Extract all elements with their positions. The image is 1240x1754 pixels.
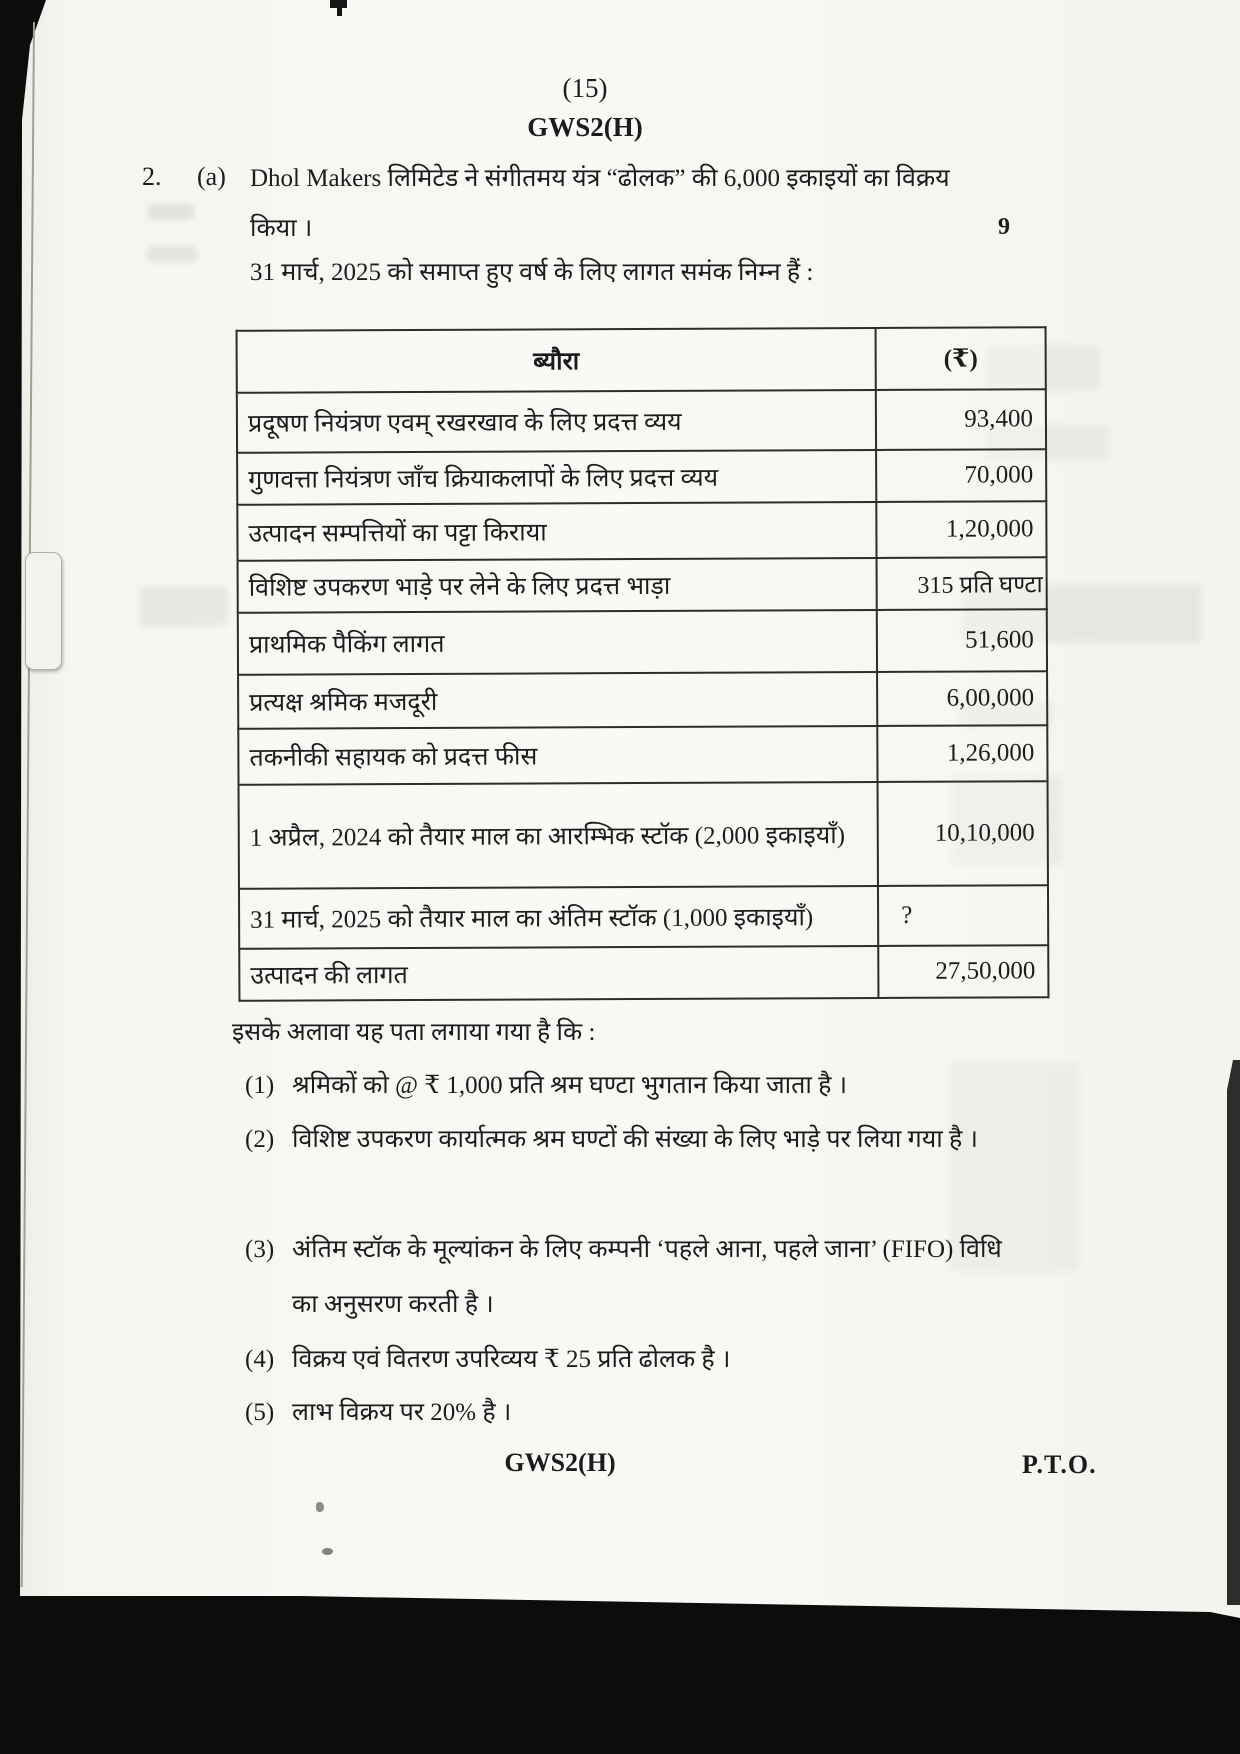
ink-speck <box>316 1502 324 1512</box>
list-item-number: (3) <box>245 1236 275 1263</box>
bleed-through-artifact <box>148 204 194 220</box>
scan-right-border <box>1227 1060 1240 1605</box>
amount-cell: 93,400 <box>876 389 1046 450</box>
particular-cell: विशिष्ट उपकरण भाड़े पर लेने के लिए प्रदत्त भाड़ा <box>238 558 877 613</box>
list-item-number: (2) <box>245 1126 275 1153</box>
bleed-through-artifact <box>146 246 198 262</box>
particular-cell: प्राथमिक पैकिंग लागत <box>238 610 877 675</box>
amount-cell: ? <box>878 885 1048 946</box>
particular-cell: प्रदूषण नियंत्रण एवम् रखरखाव के लिए प्रदत्त व्यय <box>237 390 876 453</box>
question-statement-line1: Dhol Makers लिमिटेड ने संगीतमय यंत्र “ढोलक” की 6,000 इकाइयों का विक्रय <box>250 165 950 192</box>
particular-cell: उत्पादन की लागत <box>239 946 878 1001</box>
amount-cell: 1,26,000 <box>877 725 1047 782</box>
list-item <box>245 1222 1035 1332</box>
list-item-number: (1) <box>245 1072 275 1099</box>
table-row <box>239 945 1048 1001</box>
particular-cell: प्रत्यक्ष श्रमिक मजदूरी <box>238 672 877 729</box>
list-item-text: लाभ विक्रय पर 20% है । <box>292 1399 512 1426</box>
scan-bottom-border <box>0 1588 1240 1754</box>
amount-cell: 51,600 <box>877 609 1047 672</box>
page-crease-line <box>21 22 35 1587</box>
additional-info-intro: इसके अलावा यह पता लगाया गया है कि : <box>232 1019 596 1046</box>
amount-cell: 27,50,000 <box>878 945 1048 998</box>
cost-table-header-row <box>237 327 1046 393</box>
amount-cell: 70,000 <box>876 449 1046 502</box>
particular-cell: 31 मार्च, 2025 को तैयार माल का अंतिम स्टॉक (1,000 इकाइयाँ) <box>239 886 878 949</box>
question-number: 2. <box>142 162 162 191</box>
list-item-text: अंतिम स्टॉक के मूल्यांकन के लिए कम्पनी ‘पहले आना, पहले जाना’ (FIFO) विधि का अनुसरण करती है । <box>292 1236 1002 1318</box>
table-row <box>237 389 1046 453</box>
paper-code-footer: GWS2(H) <box>504 1448 616 1477</box>
table-row <box>238 557 1047 613</box>
table-row <box>238 725 1047 785</box>
amount-cell: 315 प्रति घण्टा <box>877 557 1047 610</box>
amount-cell: 1,20,000 <box>876 501 1046 558</box>
table-row <box>239 781 1048 889</box>
cost-table <box>236 326 1050 1002</box>
list-item <box>245 1332 1035 1387</box>
bleed-through-artifact <box>140 586 228 626</box>
cost-table-body <box>237 389 1049 1001</box>
table-row <box>238 609 1047 675</box>
amount-cell: 6,00,000 <box>877 671 1047 726</box>
list-item <box>245 1112 1035 1167</box>
list-item-text: श्रमिकों को @ ₹ 1,000 प्रति श्रम घण्टा भुगतान किया जाता है । <box>292 1072 848 1099</box>
particular-cell: 1 अप्रैल, 2024 को तैयार माल का आरम्भिक स्टॉक (2,000 इकाइयाँ) <box>239 782 879 889</box>
particular-cell: गुणवत्ता नियंत्रण जाँच क्रियाकलापों के लिए प्रदत्त व्यय <box>237 450 876 505</box>
question-statement-line2: किया । <box>250 215 313 242</box>
staple-mark <box>330 0 347 8</box>
table-row <box>239 885 1048 949</box>
table-row <box>237 501 1046 561</box>
particulars-column-header: ब्यौरा <box>237 328 876 393</box>
sheet-number: (15) <box>562 73 608 103</box>
particular-cell: तकनीकी सहायक को प्रदत्त फीस <box>238 726 877 785</box>
pto-label: P.T.O. <box>1022 1450 1097 1479</box>
list-item <box>245 1058 1035 1113</box>
margin-page-number: 9 <box>998 214 1010 240</box>
cost-table-intro: 31 मार्च, 2025 को समाप्त हुए वर्ष के लिए लागत समंक निम्न हैं : <box>250 259 814 286</box>
binding-tab <box>25 552 62 670</box>
paper-code-header: GWS2(H) <box>527 112 643 142</box>
particular-cell: उत्पादन सम्पत्तियों का पट्टा किराया <box>237 502 876 561</box>
amount-column-header: (₹) <box>876 327 1046 390</box>
list-item-text: विक्रय एवं वितरण उपरिव्यय ₹ 25 प्रति ढोलक है । <box>292 1346 731 1373</box>
list-item <box>245 1385 1035 1440</box>
list-item-number: (4) <box>245 1346 275 1373</box>
question-part-label: (a) <box>197 162 226 191</box>
table-row <box>238 671 1047 729</box>
table-row <box>237 449 1046 505</box>
list-item-text: विशिष्ट उपकरण कार्यात्मक श्रम घण्टों की संख्या के लिए भाड़े पर लिया गया है । <box>292 1126 978 1153</box>
list-item-number: (5) <box>245 1399 275 1426</box>
amount-cell: 10,10,000 <box>878 781 1048 886</box>
ink-speck <box>322 1548 333 1555</box>
